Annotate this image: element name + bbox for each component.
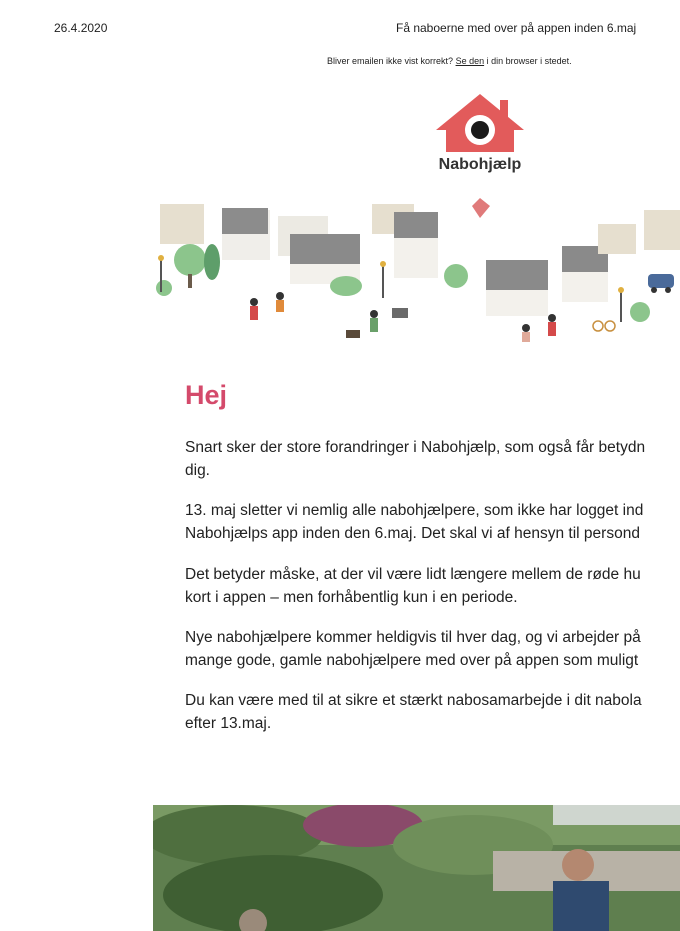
paragraph-line: mange gode, gamle nabohjælpere med over på appen som muligt <box>185 652 639 669</box>
nabohjaelp-logo[interactable] <box>420 92 540 182</box>
neighborhood-illustration <box>150 190 680 350</box>
browser-notice <box>327 56 572 66</box>
paragraph-line: dig. <box>185 462 210 479</box>
paragraph-line: Det betyder måske, at der vil være lidt længere mellem de røde hu <box>185 566 641 583</box>
paragraph-1 <box>185 436 680 482</box>
paragraph-3 <box>185 563 680 609</box>
print-date: 26.4.2020 <box>54 21 108 35</box>
paragraph-line: Nabohjælps app inden den 6.maj. Det skal vi af hensyn til persond <box>185 525 640 542</box>
paragraph-line: Nye nabohjælpere kommer heldigvis til hver dag, og vi arbejder på <box>185 629 641 646</box>
logo-text: Nabohjælp <box>438 156 522 173</box>
paragraph-4 <box>185 626 680 672</box>
paragraph-2 <box>185 499 680 545</box>
house-eye-icon <box>420 92 540 154</box>
browser-notice-prefix: Bliver emailen ikke vist korrekt? <box>327 56 454 66</box>
paragraph-line: efter 13.maj. <box>185 715 272 732</box>
browser-notice-suffix: i din browser i stedet. <box>486 56 572 66</box>
garden-photo <box>153 805 680 931</box>
paragraph-line: Du kan være med til at sikre et stærkt nabosamarbejde i dit nabola <box>185 692 642 709</box>
view-in-browser-link[interactable]: Se den <box>455 56 485 66</box>
paragraph-line: Snart sker der store forandringer i Nabohjælp, som også får betydn <box>185 439 646 456</box>
greeting-heading: Hej <box>185 380 228 410</box>
print-title: Få naboerne med over på appen inden 6.maj <box>396 21 637 35</box>
paragraph-line: kort i appen – men forhåbentlig kun i en periode. <box>185 589 518 606</box>
paragraph-line: 13. maj sletter vi nemlig alle nabohjælpere, som ikke har logget ind <box>185 502 644 519</box>
paragraph-5 <box>185 689 680 735</box>
